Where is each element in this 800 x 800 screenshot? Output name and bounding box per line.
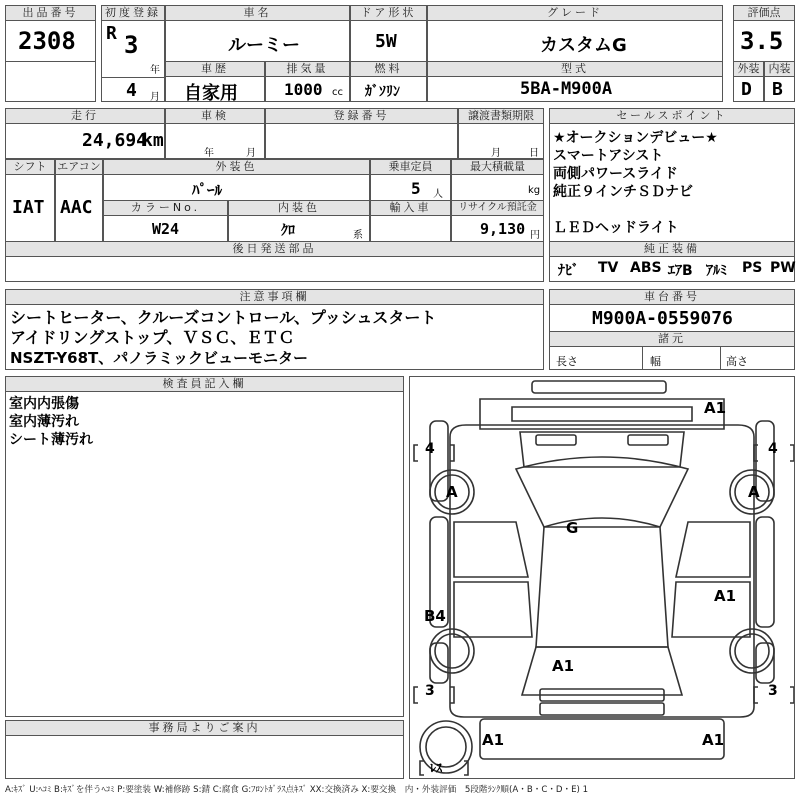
ac: AAC [60,197,93,218]
transfer-day-unit: 日 [529,148,539,159]
color-number-label: カラーNo. [103,200,228,216]
interior-grade: B [772,79,783,100]
shift-cell [5,174,55,242]
interior-label: 内装 [764,61,795,77]
registration-number-label: 登録番号 [265,108,458,124]
shift: IAT [12,197,45,218]
inspection-month-unit: 月 [246,148,256,159]
spec-height-label: 高さ [726,355,748,368]
tire-depth-front-right: 4 [768,441,778,457]
damage-mark-rear-bumper-right: A1 [702,731,725,749]
model-cell [427,76,723,102]
score-label: 評価点 [733,5,795,21]
equip-navi: ﾅﾋﾞ [558,263,579,279]
damage-mark-front-right-wheel: A [748,483,760,501]
color-number-cell [103,215,228,242]
spec-width-label: 幅 [650,355,661,368]
interior-color-label: 内装色 [228,200,370,216]
car-name-cell [165,20,350,62]
spec-length-label: 長さ [556,355,578,368]
max-load-cell [451,174,544,201]
grade-cell [427,20,723,62]
grade: カスタムG [540,35,627,56]
inspector-notes-box [5,391,404,717]
ac-label: エアコン [55,159,103,175]
standard-equipment-cell [549,256,795,282]
equip-pw: PW [770,260,796,276]
exterior-label: 外装 [733,61,764,77]
equip-ps: PS [742,260,763,276]
damage-mark-rear-gate: A1 [552,657,575,675]
note-line-2: アイドリングストップ、ＶＳＣ、ＥＴＣ [10,328,295,347]
first-registration-cell [101,20,165,78]
spec-divider [642,347,643,369]
max-load-unit: kg [528,185,541,196]
chassis-number-cell [549,304,795,332]
car-outline [410,377,794,778]
recycle-fee-unit: 円 [530,230,540,241]
spec-divider [720,347,721,369]
transfer-month-unit: 月 [491,148,501,159]
sales-point-1: ★オークションデビュー★ [553,130,718,146]
damage-mark-rear-bumper-left: A1 [482,731,505,749]
interior-color-cell [228,215,370,242]
body-color-cell [103,174,370,201]
notes-box [5,304,544,370]
damage-mark-front-bumper: A1 [704,399,727,417]
door-type-cell [350,20,427,62]
model-label: 型式 [427,61,723,77]
mileage-cell [5,123,165,159]
lot-number-label: 出品番号 [5,5,96,21]
history-label: 車歴 [165,61,265,77]
later-parts-label: 後日発送部品 [5,241,544,257]
sales-point-3: 両側パワースライド [553,166,678,182]
exterior-cell [733,76,764,102]
interior-color-unit: 系 [353,230,363,241]
mileage-unit: km [142,130,164,151]
door-type-label: ドア形状 [350,5,427,21]
equip-abs: ABS [630,260,662,276]
inspector-notes-label: 検査員記入欄 [5,376,404,392]
equip-airbag: ｴｱB [668,263,693,279]
color-number: W24 [152,220,180,238]
tire-depth-front-left: 4 [425,441,435,457]
displacement-unit: cc [332,87,343,98]
displacement-label: 排気量 [265,61,350,77]
lot-number-cell [5,20,96,62]
max-load-label: 最大積載量 [451,159,544,175]
exterior-grade: D [741,79,752,100]
specs-label: 諸元 [549,331,795,347]
lot-blank-cell [5,61,96,102]
ac-cell [55,174,103,242]
displacement-cell [265,76,350,102]
capacity: 5 [411,179,421,198]
transfer-deadline-label: 譲渡書類期限 [458,108,544,124]
standard-equipment-label: 純正装備 [549,241,795,257]
damage-mark-left-rear-fender: B4 [424,607,446,625]
sales-point-6: ＬＥＤヘッドライト [553,220,679,236]
chassis-number-label: 車台番号 [549,289,795,305]
history: 自家用 [184,83,238,104]
interior-cell [764,76,795,102]
specs-cell [549,346,795,370]
mileage: 24,694 [82,130,148,151]
note-line-3: NSZT-Y68T、パノラミックビューモニター [10,349,308,367]
inspection-year-unit: 年 [204,148,214,159]
tire-depth-rear-left: 3 [425,683,435,699]
first-registration-month-cell [101,77,165,102]
mileage-label: 走行 [5,108,165,124]
fuel-label: 燃料 [350,61,427,77]
damage-mark-front-left-wheel: A [446,483,458,501]
car-name-label: 車名 [165,5,350,21]
capacity-unit: 人 [433,189,443,200]
note-line-1: シートヒーター、クルーズコントロール、プッシュスタート [10,308,437,327]
first-registration-label: 初度登録 [101,5,165,21]
sales-point-4: 純正９インチＳＤナビ [553,184,693,200]
damage-diagram [409,376,795,779]
inspection-label: 車検 [165,108,265,124]
history-cell [165,76,265,102]
fuel: ｶﾞｿﾘﾝ [365,84,400,100]
body-color-label: 外装色 [103,159,370,175]
office-notice-label: 事務局よりご案内 [5,720,404,736]
score-cell [733,20,795,62]
equip-tv: TV [598,260,619,276]
sales-points-label: セールスポイント [549,108,795,124]
later-parts-cell [5,256,544,282]
import-label: 輸入車 [370,200,451,216]
inspector-note-2: 室内薄汚れ [9,414,79,430]
recycle-fee-cell [451,215,544,242]
recycle-fee: 9,130 [480,220,526,238]
sales-points-box [549,123,795,242]
inspector-note-1: 室内内張傷 [9,396,79,412]
inspector-note-3: シート薄汚れ [9,432,93,448]
office-notice-box [5,735,404,779]
inspection-cell [165,123,265,159]
capacity-cell [370,174,451,201]
lot-number: 2308 [18,27,76,55]
damage-mark-windshield: G [566,519,579,537]
tire-depth-rear-right: 3 [768,683,778,699]
score: 3.5 [740,27,784,55]
equip-alloy: ｱﾙﾐ [706,263,727,279]
registration-number-cell [265,123,458,159]
transfer-deadline-cell [458,123,544,159]
body-color: ﾊﾟｰﾙ [192,181,223,199]
chassis-number: M900A-0559076 [592,308,733,329]
grade-label: グレード [427,5,723,21]
recycle-fee-label: リサイクル預託金 [451,200,544,216]
sales-point-2: スマートアシスト [553,148,664,164]
fuel-cell [350,76,427,102]
damage-mark-right-rear-door: A1 [714,587,737,605]
capacity-label: 乗車定員 [370,159,451,175]
door-type: 5W [375,31,397,52]
shift-label: シフト [5,159,55,175]
month-unit: 月 [150,92,160,103]
model: 5BA-M900A [520,79,613,99]
registration-month: 4 [126,80,137,101]
legend: A:ｷｽﾞ U:ﾍｺﾐ B:ｷｽﾞを伴うﾍｺﾐ P:要塗装 W:補修跡 S:錆 C:腐食 G:ﾌﾛﾝﾄｶﾞﾗｽ点ｷｽﾞ XX:交換済み X:要交換 内・外装評価 5段階ﾗﾝｸ順(A・B・C・D・E) 1 [5,785,589,795]
year-unit: 年 [150,65,160,76]
car-name: ルーミー [228,35,300,56]
notes-label: 注意事項欄 [5,289,544,305]
spare-tire-status: ﾚｽ [430,761,443,775]
interior-color: ｸﾛ [281,223,295,239]
import-cell [370,215,451,242]
displacement: 1000 [284,80,323,99]
registration-year: 3 [124,31,139,59]
era: R [106,23,117,44]
